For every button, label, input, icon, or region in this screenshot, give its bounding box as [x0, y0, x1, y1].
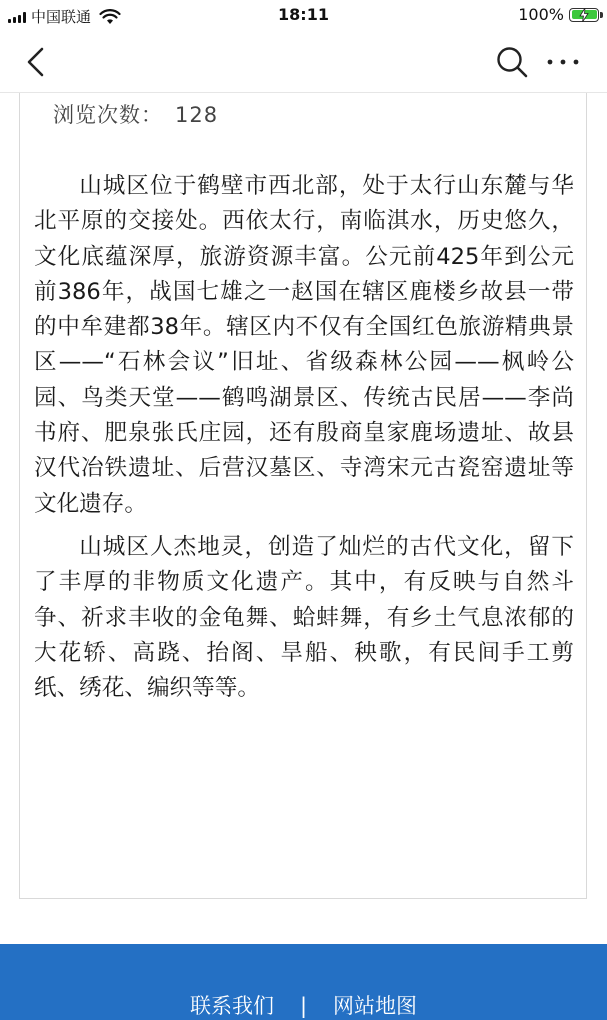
sitemap-link[interactable]: 网站地图 — [333, 994, 418, 1018]
view-count-label: 浏览次数： — [53, 103, 163, 127]
footer — [0, 944, 607, 1020]
back-button[interactable] — [22, 46, 50, 78]
footer-links — [0, 990, 607, 1020]
article-body — [34, 169, 574, 706]
status-right — [518, 5, 599, 24]
view-count-value: 128 — [175, 103, 219, 127]
carrier-name: 中国联通 — [31, 8, 92, 26]
nav-bar — [0, 32, 607, 93]
search-icon[interactable] — [495, 45, 529, 79]
article-paragraph: 山城区人杰地灵，创造了灿烂的古代文化，留下了丰厚的非物质文化遗产。其中，有反映与自然斗争、祈求丰收的金龟舞、蛤蚌舞，有乡土气息浓郁的大花轿、高跷、抬阁、旱船、秧歌，有民间手工剪纸、绣花、编织等等。 — [34, 533, 574, 702]
status-time: 18:11 — [278, 5, 329, 24]
contact-us-link[interactable]: 联系我们 — [189, 994, 274, 1018]
article-paragraph: 山城区位于鹤壁市西北部，处于太行山东麓与华北平原的交接处。西依太行，南临淇水，历史悠久，文化底蕴深厚，旅游资源丰富。公元前425年到公元前386年，战国七雄之一赵国在辖区鹿楼乡故县一带的中牟建都38年。辖区内不仅有全国红色旅游精典景区——“石林会议”旧址、省级森林公园——枫岭公园、鸟类天堂——鹤鸣湖景区、传统古民居——李尚书府、肥泉张氏庄园，还有殷商皇家鹿场遗址、故县汉代冶铁遗址、后营汉墓区、寺湾宋元古瓷窑遗址等文化遗存。 — [34, 173, 574, 517]
charging-bolt-icon — [579, 8, 589, 22]
battery-cap — [600, 12, 603, 18]
battery-icon — [569, 8, 599, 22]
article-card — [19, 93, 587, 899]
battery-percent: 100% — [518, 5, 564, 24]
view-count — [53, 99, 218, 129]
status-bar — [0, 0, 607, 32]
footer-separator: | — [299, 994, 308, 1018]
more-options-icon[interactable] — [543, 46, 583, 78]
